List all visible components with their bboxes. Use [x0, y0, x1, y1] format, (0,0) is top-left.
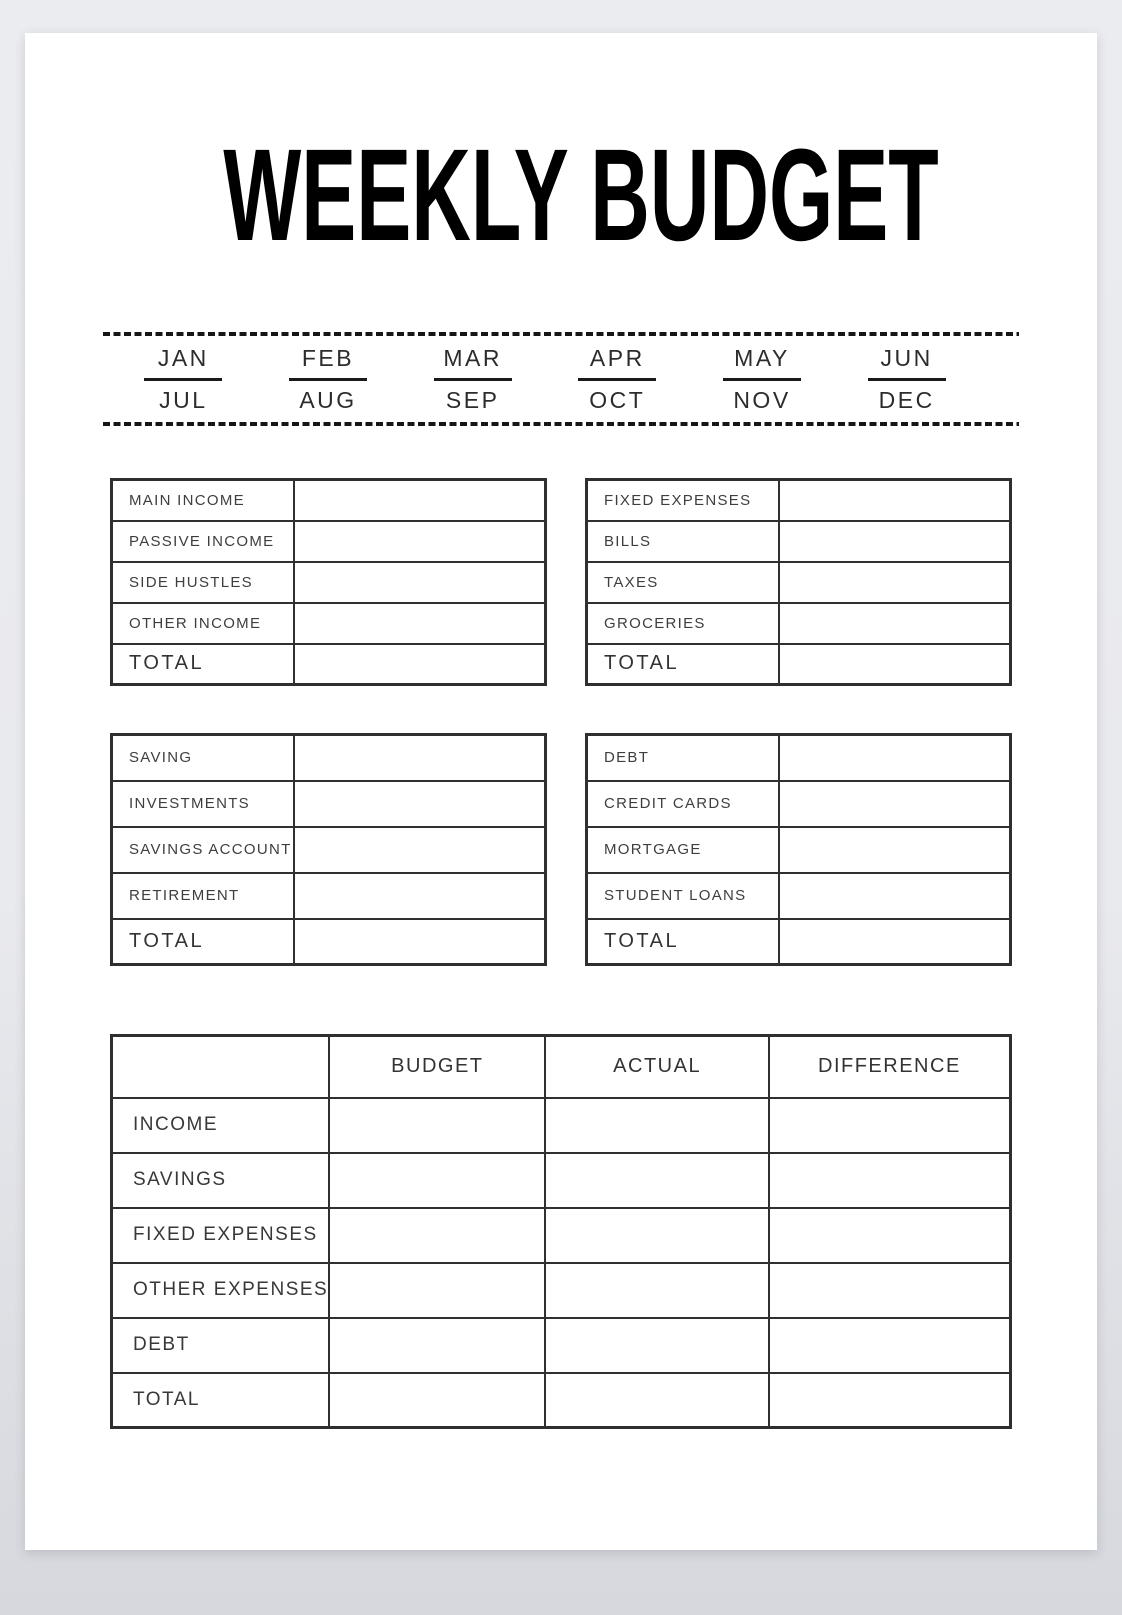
income-row-label: MAIN INCOME [112, 480, 294, 521]
income-value-cell[interactable] [294, 521, 546, 562]
debt-row-label: CREDIT CARDS [587, 781, 780, 827]
fixed-value-cell[interactable] [779, 521, 1010, 562]
month-apr: APR [589, 345, 645, 371]
savings-value-cell[interactable] [294, 781, 546, 827]
month-divider [144, 378, 222, 381]
table-row [587, 521, 1011, 562]
table-row [112, 480, 546, 521]
summary-row-savings [112, 1153, 1011, 1208]
month-column-3 [434, 345, 512, 414]
summary-difference-cell[interactable] [769, 1208, 1011, 1263]
month-divider [434, 378, 512, 381]
summary-row-debt [112, 1318, 1011, 1373]
month-divider [868, 378, 946, 381]
debt-row-label: MORTGAGE [587, 827, 780, 873]
month-oct: OCT [589, 386, 646, 413]
summary-budget-cell[interactable] [329, 1153, 545, 1208]
month-column-1 [144, 345, 222, 414]
income-total-label: TOTAL [112, 644, 294, 685]
table-row [587, 562, 1011, 603]
month-divider [723, 378, 801, 381]
fixed-value-cell[interactable] [779, 562, 1010, 603]
fixed-expenses-table [585, 478, 1012, 686]
table-row [112, 603, 546, 644]
table-row [587, 827, 1011, 873]
savings-row-label: INVESTMENTS [112, 781, 294, 827]
summary-row-total [112, 1373, 1011, 1428]
summary-header-difference: DIFFERENCE [769, 1036, 1011, 1098]
savings-total-label: TOTAL [112, 919, 294, 965]
summary-row-other-expenses [112, 1263, 1011, 1318]
month-sep: SEP [445, 386, 500, 413]
debt-value-cell[interactable] [779, 827, 1010, 873]
income-value-cell[interactable] [294, 480, 546, 521]
tables-row-bottom [110, 733, 1012, 966]
summary-difference-cell[interactable] [769, 1153, 1011, 1208]
summary-actual-cell[interactable] [545, 1263, 768, 1318]
summary-actual-cell[interactable] [545, 1153, 768, 1208]
table-row [587, 735, 1011, 781]
summary-header-row [112, 1036, 1011, 1098]
debt-value-cell[interactable] [779, 873, 1010, 919]
month-column-6 [868, 345, 946, 414]
table-row [587, 480, 1011, 521]
summary-budget-cell[interactable] [329, 1208, 545, 1263]
fixed-value-cell[interactable] [779, 480, 1010, 521]
debt-table [585, 733, 1012, 966]
summary-difference-cell[interactable] [769, 1263, 1011, 1318]
summary-difference-cell[interactable] [769, 1318, 1011, 1373]
debt-value-cell[interactable] [779, 781, 1010, 827]
summary-row-label: INCOME [112, 1098, 330, 1153]
months-grid [111, 345, 979, 414]
debt-total-value-cell[interactable] [779, 919, 1010, 965]
table-row [112, 735, 546, 781]
income-row-label: OTHER INCOME [112, 603, 294, 644]
table-row [112, 781, 546, 827]
debt-total-label: TOTAL [587, 919, 780, 965]
summary-row-fixed-expenses [112, 1208, 1011, 1263]
month-mar: MAR [443, 345, 502, 371]
table-row [112, 562, 546, 603]
month-feb: FEB [301, 345, 355, 371]
income-value-cell[interactable] [294, 603, 546, 644]
table-row [587, 873, 1011, 919]
summary-table [110, 1034, 1012, 1429]
debt-row-label: STUDENT LOANS [587, 873, 780, 919]
fixed-row-label: TAXES [587, 562, 780, 603]
table-row [112, 873, 546, 919]
summary-actual-cell[interactable] [545, 1318, 768, 1373]
savings-total-value-cell[interactable] [294, 919, 546, 965]
summary-budget-cell[interactable] [329, 1318, 545, 1373]
fixed-total-value-cell[interactable] [779, 644, 1010, 685]
table-row [587, 603, 1011, 644]
summary-row-label: SAVINGS [112, 1153, 330, 1208]
summary-actual-cell[interactable] [545, 1373, 768, 1428]
summary-row-label: TOTAL [112, 1373, 330, 1428]
month-column-4 [578, 345, 656, 414]
month-divider [289, 378, 367, 381]
table-total-row [587, 919, 1011, 965]
income-table [110, 478, 547, 686]
month-column-2 [289, 345, 367, 414]
savings-row-label: SAVINGS ACCOUNT [112, 827, 294, 873]
summary-header-actual: ACTUAL [545, 1036, 768, 1098]
savings-value-cell[interactable] [294, 827, 546, 873]
fixed-total-label: TOTAL [587, 644, 780, 685]
summary-row-label: FIXED EXPENSES [112, 1208, 330, 1263]
budget-sheet-page [25, 33, 1097, 1550]
page-title: WEEKLY BUDGET [223, 121, 939, 268]
summary-row-label: OTHER EXPENSES [112, 1263, 330, 1318]
income-total-value-cell[interactable] [294, 644, 546, 685]
savings-table [110, 733, 547, 966]
income-row-label: SIDE HUSTLES [112, 562, 294, 603]
month-aug: AUG [299, 386, 357, 413]
table-total-row [587, 644, 1011, 685]
tables-row-top [110, 478, 1012, 686]
month-column-5 [723, 345, 801, 414]
summary-actual-cell[interactable] [545, 1098, 768, 1153]
month-divider [578, 378, 656, 381]
fixed-value-cell[interactable] [779, 603, 1010, 644]
summary-header-budget: BUDGET [329, 1036, 545, 1098]
table-row [112, 827, 546, 873]
table-total-row [112, 644, 546, 685]
summary-budget-cell[interactable] [329, 1098, 545, 1153]
summary-budget-cell[interactable] [329, 1263, 545, 1318]
month-may: MAY [734, 345, 790, 371]
savings-row-label: SAVING [112, 735, 294, 781]
fixed-row-label: FIXED EXPENSES [587, 480, 780, 521]
summary-budget-cell[interactable] [329, 1373, 545, 1428]
debt-row-label: DEBT [587, 735, 780, 781]
savings-value-cell[interactable] [294, 873, 546, 919]
month-nov: NOV [733, 386, 791, 413]
summary-actual-cell[interactable] [545, 1208, 768, 1263]
income-value-cell[interactable] [294, 562, 546, 603]
summary-difference-cell[interactable] [769, 1373, 1011, 1428]
table-total-row [112, 919, 546, 965]
summary-difference-cell[interactable] [769, 1098, 1011, 1153]
month-jan: JAN [157, 345, 209, 371]
summary-row-label: DEBT [112, 1318, 330, 1373]
income-row-label: PASSIVE INCOME [112, 521, 294, 562]
fixed-row-label: GROCERIES [587, 603, 780, 644]
month-jul: JUL [159, 386, 208, 413]
savings-row-label: RETIREMENT [112, 873, 294, 919]
month-jun: JUN [880, 345, 933, 371]
summary-header-blank [112, 1036, 330, 1098]
debt-value-cell[interactable] [779, 735, 1010, 781]
table-row [587, 781, 1011, 827]
table-row [112, 521, 546, 562]
savings-value-cell[interactable] [294, 735, 546, 781]
month-selector-strip [103, 332, 1019, 426]
month-dec: DEC [878, 386, 935, 413]
fixed-row-label: BILLS [587, 521, 780, 562]
summary-row-income [112, 1098, 1011, 1153]
